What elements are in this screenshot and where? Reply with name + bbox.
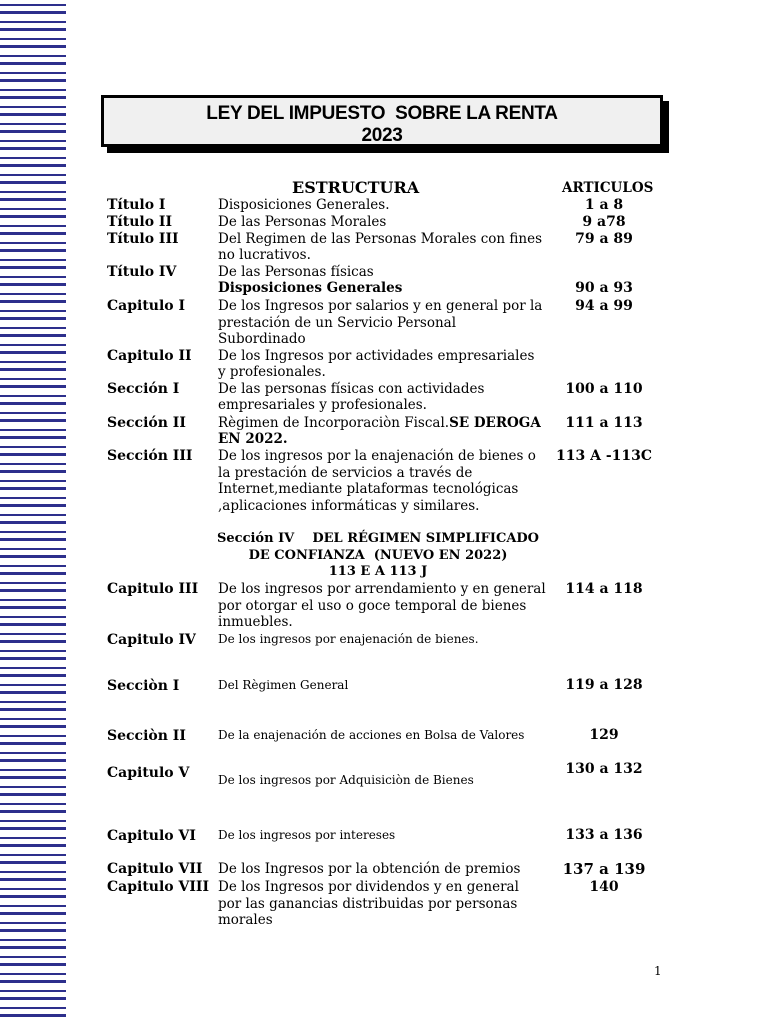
row-desc: Del Règimen General <box>218 678 349 692</box>
row-desc-note: SE DEROGA <box>449 415 541 431</box>
row-desc: por las ganancias distribuidas por personas <box>218 896 518 912</box>
page-number: 1 <box>654 964 662 978</box>
row-articles: 90 a 93 <box>575 280 633 296</box>
row-desc: De los Ingresos por actividades empresariales <box>218 348 535 364</box>
row-desc <box>218 415 541 432</box>
seccion-iv-line3: 113 E A 113 J <box>328 564 428 579</box>
row-articles: 114 a 118 <box>565 581 643 597</box>
row-articles: 140 <box>589 879 619 895</box>
row-label: Capitulo I <box>107 298 186 314</box>
row-articles: 9 a78 <box>582 214 626 230</box>
row-desc: prestación de un Servicio Personal <box>218 315 457 331</box>
row-desc: la prestación de servicios a través de <box>218 465 473 481</box>
row-label: Capitulo VI <box>107 828 196 844</box>
row-desc: ,aplicaciones informáticas y similares. <box>218 498 480 514</box>
seccion-iv-line1: Sección IV DEL RÉGIMEN SIMPLIFICADO <box>217 531 539 546</box>
decorative-stripes <box>0 0 66 1024</box>
row-desc: De las Personas Morales <box>218 214 387 230</box>
row-desc: morales <box>218 912 273 928</box>
seccion-iv-line2: DE CONFIANZA (NUEVO EN 2022) <box>248 547 508 563</box>
row-label: Capitulo III <box>107 581 199 597</box>
row-articles: 129 <box>589 727 619 743</box>
row-label: Capitulo VIII <box>107 879 210 895</box>
row-desc: empresariales y profesionales. <box>218 397 427 413</box>
document-title-box <box>101 95 663 147</box>
row-desc: Subordinado <box>218 331 306 347</box>
row-label: Capitulo IV <box>107 632 196 648</box>
row-label: Capitulo II <box>107 348 192 364</box>
row-articles: 113 A -113C <box>555 448 652 464</box>
row-desc: por otorgar el uso o goce temporal de bienes <box>218 598 527 614</box>
row-label: Sección II <box>107 415 186 431</box>
row-desc: De los Ingresos por salarios y en general por la <box>218 298 543 314</box>
row-label: Sección III <box>107 448 193 464</box>
row-desc: De los Ingresos por la obtención de premios <box>218 861 521 877</box>
row-label: Secciòn I <box>107 678 180 694</box>
row-desc-text: Règimen de Incorporaciòn Fiscal. <box>218 415 450 431</box>
row-desc: Del Regimen de las Personas Morales con fines <box>218 231 543 247</box>
row-label: Secciòn II <box>107 728 186 744</box>
row-desc: Disposiciones Generales <box>218 280 403 296</box>
row-desc: De los ingresos por la enajenación de bienes o <box>218 448 536 464</box>
row-desc: De los ingresos por Adquisiciòn de Bienes <box>218 773 474 787</box>
row-desc: no lucrativos. <box>218 247 311 263</box>
row-label: Capitulo V <box>107 765 190 781</box>
row-desc: De los ingresos por enajenación de bienes. <box>218 632 479 646</box>
row-desc: De las personas físicas con actividades <box>218 381 485 397</box>
row-articles: 100 a 110 <box>565 381 643 397</box>
row-desc: De los Ingresos por dividendos y en general <box>218 879 519 895</box>
document-year: 2023 <box>361 125 403 146</box>
row-desc: De las Personas físicas <box>218 264 374 280</box>
row-desc: Disposiciones Generales. <box>218 197 390 213</box>
row-label: Sección I <box>107 381 180 397</box>
row-label: Título I <box>107 197 166 213</box>
row-articles: 79 a 89 <box>575 231 633 247</box>
row-label: Título IV <box>107 264 177 280</box>
estructura-heading: ESTRUCTURA <box>292 178 420 197</box>
row-desc: inmuebles. <box>218 614 293 630</box>
row-desc: y profesionales. <box>218 364 326 380</box>
document-title: LEY DEL IMPUESTO SOBRE LA RENTA <box>206 103 558 124</box>
row-articles: 130 a 132 <box>565 761 643 777</box>
row-articles: 94 a 99 <box>575 298 633 314</box>
row-articles: 133 a 136 <box>565 827 643 843</box>
row-articles: 111 a 113 <box>565 415 643 431</box>
row-desc: Internet,mediante plataformas tecnológicas <box>218 481 519 497</box>
row-label: Título III <box>107 231 179 247</box>
row-label: Capitulo VII <box>107 861 203 877</box>
seccion-iv-block <box>200 531 556 581</box>
row-articles: 1 a 8 <box>584 197 624 213</box>
row-articles: 137 a 139 <box>562 860 646 878</box>
row-label: Título II <box>107 214 173 230</box>
articulos-heading: ARTICULOS <box>562 180 654 196</box>
row-desc: De la enajenación de acciones en Bolsa de Valores <box>218 728 525 742</box>
row-desc: De los ingresos por arrendamiento y en general <box>218 581 546 597</box>
row-desc: De los ingresos por intereses <box>218 828 396 842</box>
row-articles: 119 a 128 <box>565 677 643 693</box>
row-desc-note: EN 2022. <box>218 431 288 447</box>
